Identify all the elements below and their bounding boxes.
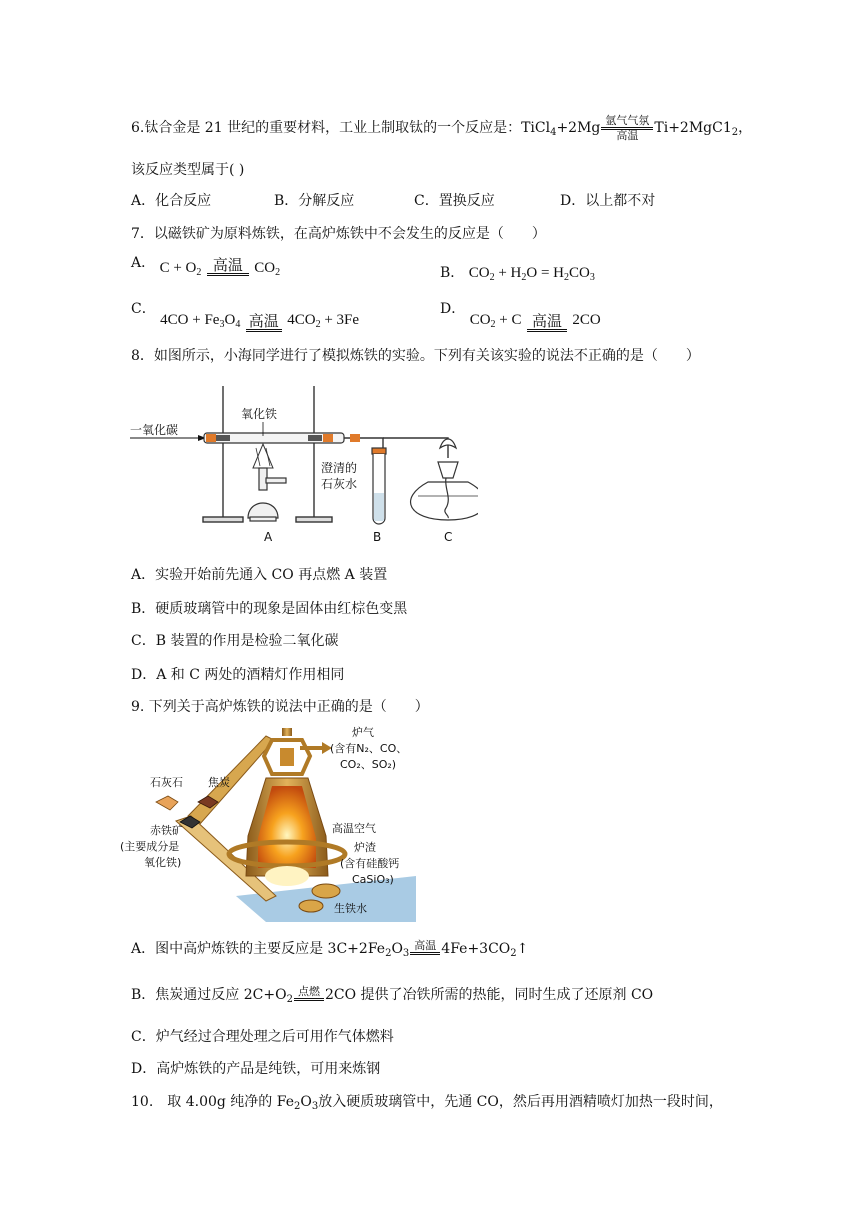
limestone-label: 石灰石 (150, 776, 183, 789)
furnace-gas-detail-1: (含有N₂、CO、 (330, 742, 408, 755)
limewater-label-2: 石灰水 (321, 477, 358, 491)
ring-stand-left (203, 386, 243, 522)
q9-option-d: D．高炉炼铁的产品是纯铁，可用来炼钢 (131, 1061, 381, 1077)
q6-stem-line2: 该反应类型属于( ) (131, 162, 245, 178)
q10-stem: 10. 取 4.00g 纯净的 $Fe_2O_3$放入硬质玻璃管中，先通 CO，然后再用酒精喷灯加热一段时间， (131, 1094, 723, 1112)
slag-label-3: CaSiO₃) (352, 873, 394, 886)
fe2o3-label: 氧化铁 (241, 407, 278, 421)
q6-condition: 氩气气氛 高温 (601, 115, 653, 142)
ring-stand-right (296, 386, 332, 522)
q6-option-c: C．置换反应 (414, 193, 495, 209)
q6-option-d: D．以上都不对 (560, 193, 656, 209)
hematite-label-2: (主要成分是 (120, 840, 180, 853)
furnace-top (264, 728, 310, 774)
alcohol-lamp-c (411, 439, 478, 520)
q7-option-d: D． $CO_2 + C$ 高温 2CO (440, 301, 601, 330)
hematite-label-3: 氧化铁) (144, 856, 182, 869)
q8-option-d: D．A 和 C 两处的酒精灯作用相同 (131, 667, 345, 683)
q9-blast-furnace-figure (116, 726, 416, 922)
coke-label: 焦炭 (208, 776, 230, 789)
slag-pot (312, 884, 340, 898)
q8-option-b: B．硬质玻璃管中的现象是固体由红棕色变黑 (131, 601, 408, 617)
pig-iron-label: 生铁水 (334, 902, 367, 915)
q8-option-c: C．B 装置的作用是检验二氧化碳 (131, 633, 339, 649)
q9-option-a: A．图中高炉炼铁的主要反应是 $3C+2Fe_2O_3$ 高温 $4Fe+3CO_2↑$ (131, 939, 529, 959)
limewater-label-1: 澄清的 (321, 461, 358, 475)
label-c: C (444, 530, 453, 544)
q9-option-c: C．炉气经过合理处理之后可用作气体燃料 (131, 1029, 394, 1045)
q6-stem-line1: 6.钛合金是 21 世纪的重要材料，工业上制取钛的一个反应是：TiCl$_4$+2Mg 氩气气氛 高温 $Ti+2MgC1_2$， (131, 113, 753, 142)
hematite-label-1: 赤铁矿 (150, 824, 183, 837)
q8-apparatus-figure (128, 378, 478, 548)
slag-label-1: 炉渣 (354, 841, 376, 854)
furnace-gas-label: 炉气 (352, 726, 374, 739)
label-b: B (373, 530, 382, 544)
iron-pot (299, 900, 323, 912)
q8-option-a: A．实验开始前先通入 CO 再点燃 A 装置 (131, 567, 388, 583)
slag-label-2: (含有硅酸钙 (340, 857, 400, 870)
q7-option-c: C． $4CO + Fe_3O_4$ 高温 $4CO_2 + 3Fe$ (131, 301, 360, 330)
q7-stem: 7．以磁铁矿为原料炼铁，在高炉炼铁中不会发生的反应是（ ） (131, 226, 546, 242)
q7-option-a: A． $C + O_2$ 高温 $CO_2$ (131, 255, 281, 278)
q9-option-b: B．焦炭通过反应 $2C+O_2$ 点燃 2CO 提供了冶铁所需的热能，同时生成了还原剂 CO (131, 985, 654, 1005)
q6-option-a: A．化合反应 (131, 193, 212, 209)
hot-air-label: 高温空气 (332, 822, 376, 835)
q7-option-b: B． $CO_2 + H_2O = H_2CO_3$ (440, 265, 595, 283)
q9-stem: 9. 下列关于高炉炼铁的说法中正确的是（ ） (131, 699, 429, 715)
flame-a (253, 444, 273, 468)
test-tube-b (372, 448, 386, 524)
limestone-pile (156, 796, 178, 810)
alcohol-lamp-a (248, 468, 286, 521)
furnace-gas-detail-2: CO₂、SO₂) (340, 758, 397, 771)
label-a: A (264, 530, 273, 544)
co-label: 一氧化碳 (130, 423, 179, 437)
q6-option-b: B．分解反应 (274, 193, 355, 209)
q8-stem: 8．如图所示，小海同学进行了模拟炼铁的实验。下列有关该实验的说法不正确的是（ ） (131, 348, 700, 364)
